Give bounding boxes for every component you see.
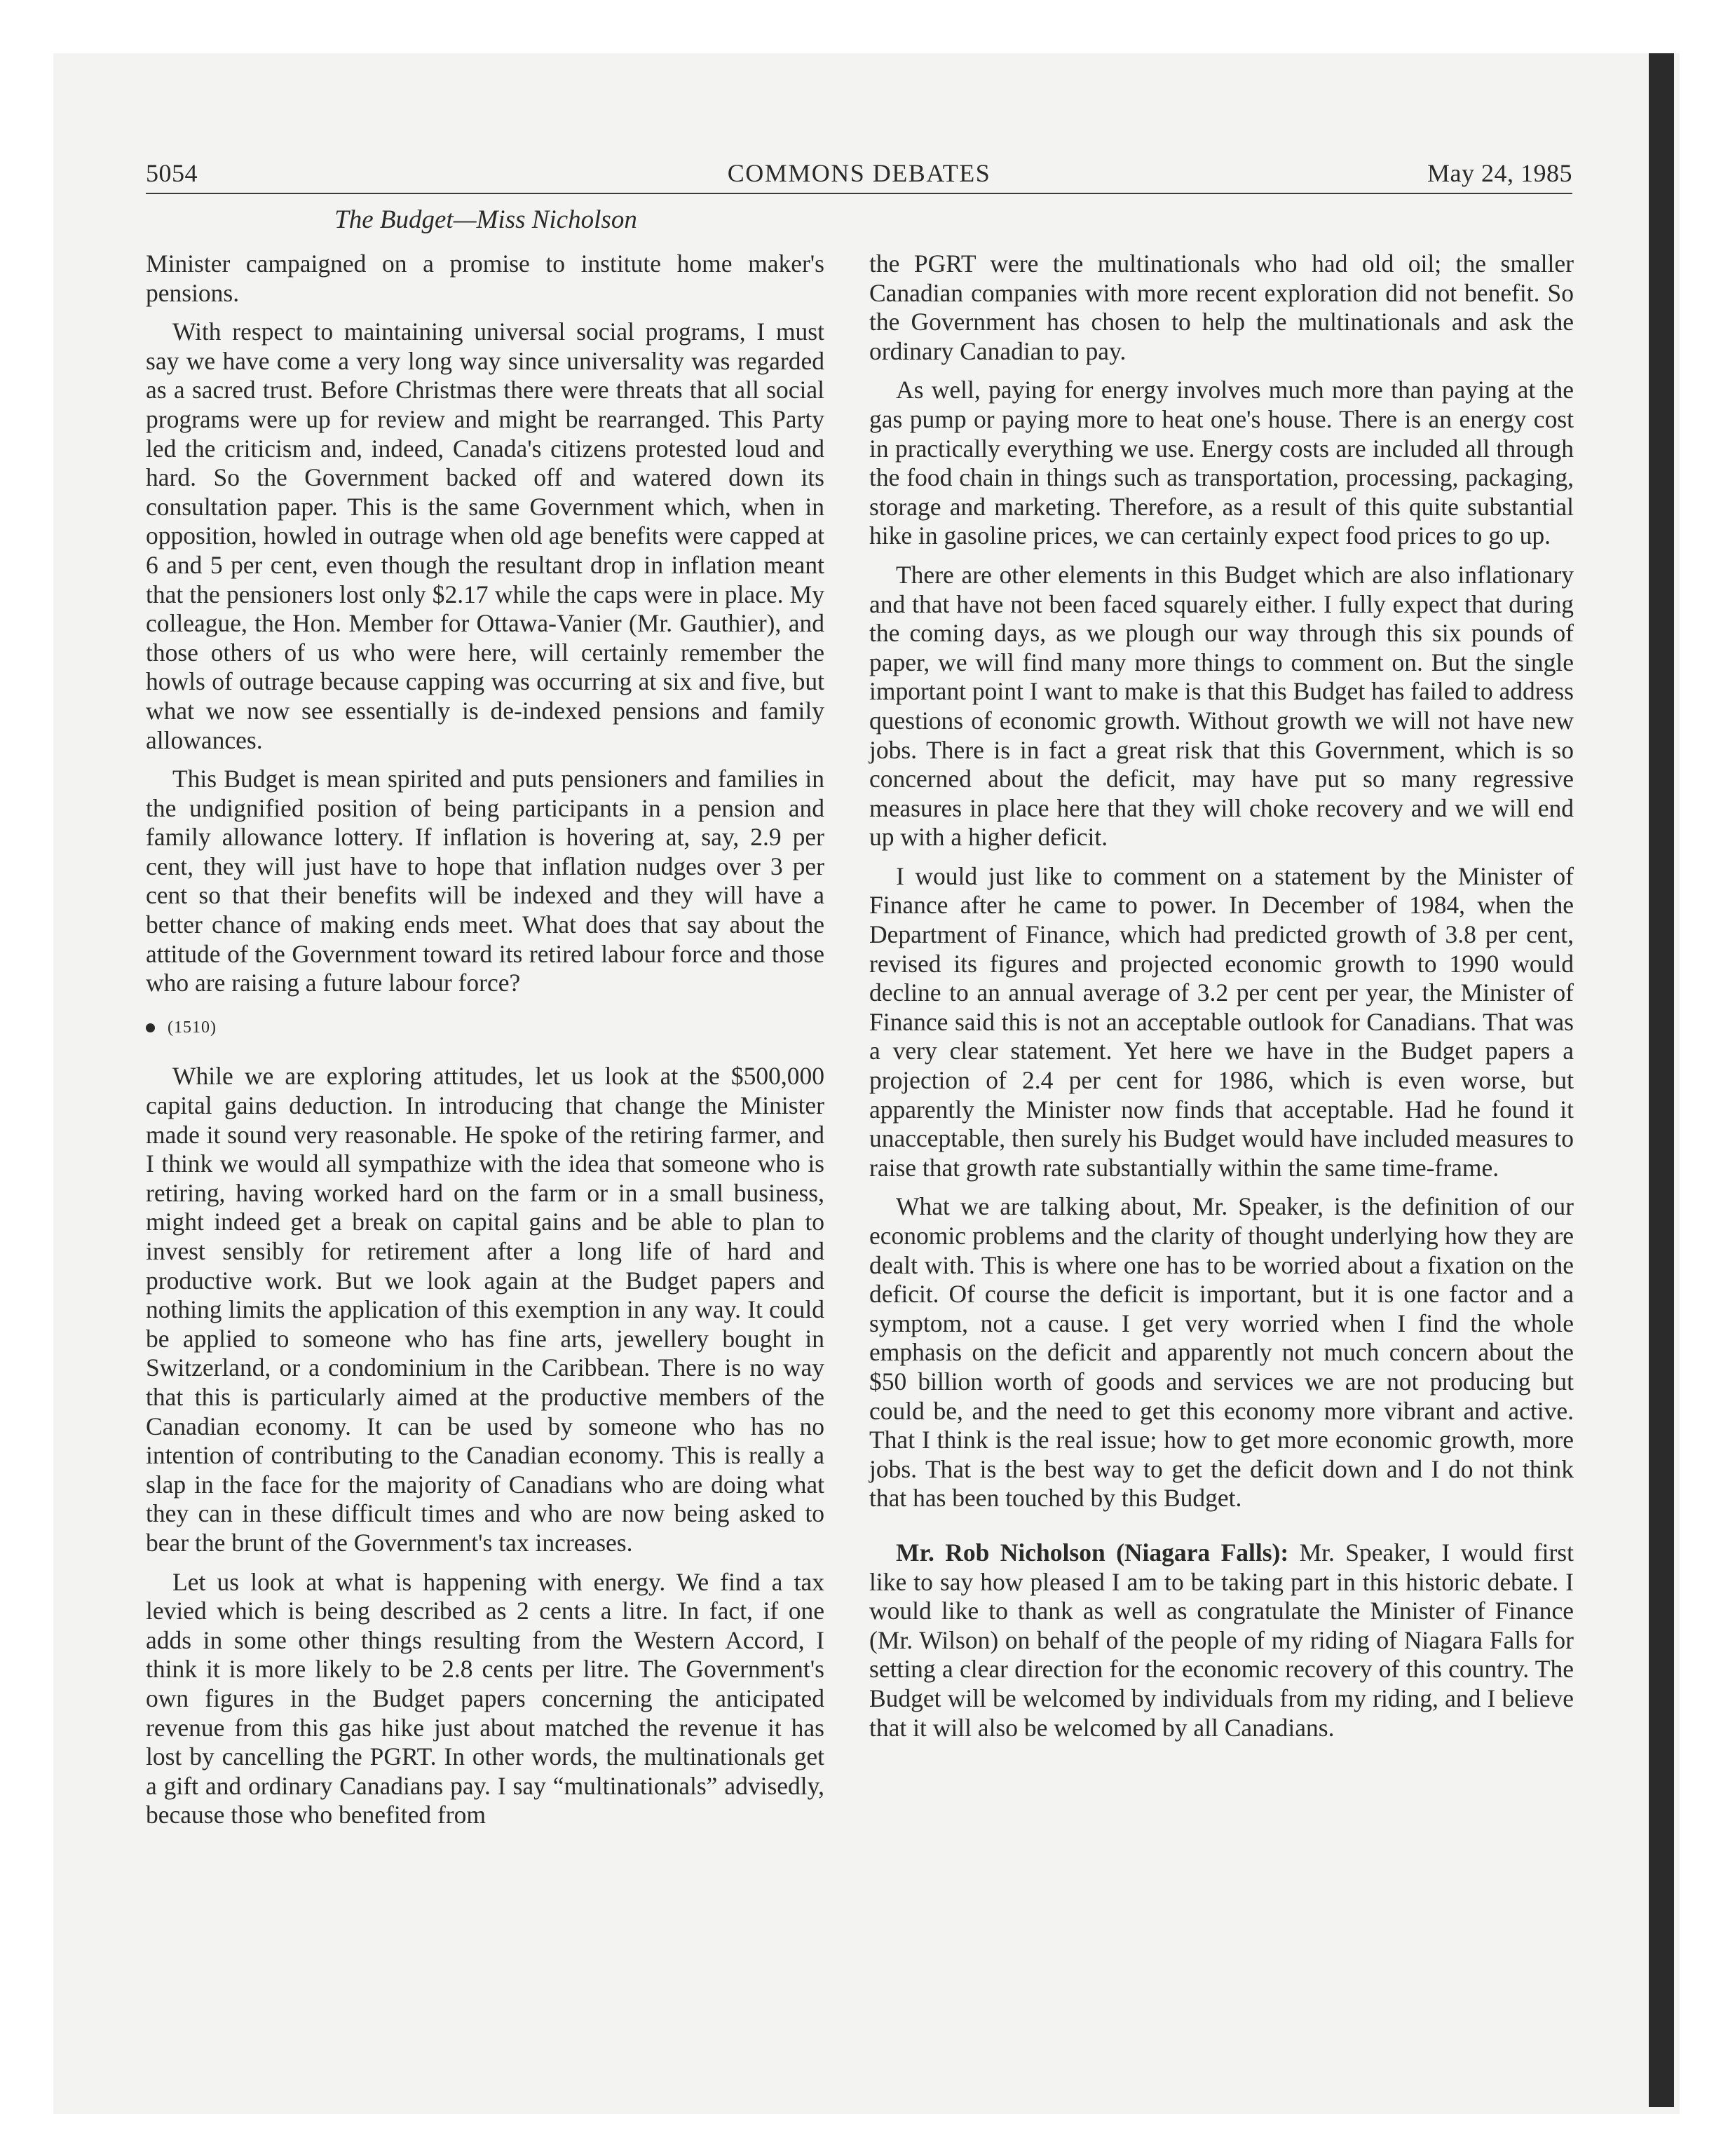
section-subheading: The Budget—Miss Nicholson xyxy=(334,205,637,234)
spacer xyxy=(869,1523,1574,1538)
paragraph: What we are talking about, Mr. Speaker, is the definition of our economic problems and the clarity of thought underlying how they are dealt with. This is where one has to be worried about a fixation on the deficit. Of course the deficit is important, but it is one factor and a symptom, not a cause. I get very worried when I find the whole emphasis on the deficit and apparently not much concern about the $50 billion worth of goods and services we are not producing but could be, and the need to get this economy more vibrant and active. That I think is the real issue; how to get more economic growth, more jobs. That is the best way to get the deficit down and I do not think that has been touched by this Budget. xyxy=(869,1192,1574,1513)
speaker-name: Mr. Rob Nicholson (Niagara Falls): xyxy=(896,1538,1289,1567)
left-column xyxy=(146,250,824,1840)
paragraph: As well, paying for energy involves much more than paying at the gas pump or paying more to heat one's house. There is an energy cost in practically everything we use. Energy costs are included all through the food chain in things such as transportation, processing, packaging, storage and marketing. Therefore, as a result of this quite substantial hike in gasoline prices, we can certainly expect food prices to go up. xyxy=(869,376,1574,550)
time-marker-label: (1510) xyxy=(168,1018,217,1037)
speech-paragraph xyxy=(869,1538,1574,1742)
paragraph: While we are exploring attitudes, let us look at the $500,000 capital gains deduction. In introducing that change the Minister made it sound very reasonable. He spoke of the retiring farmer, and I think we would all sympathize with the idea that someone who is retiring, having worked hard on the farm or in a small business, might indeed get a break on capital gains and be able to plan to invest sensibly for retirement after a long life of hard and productive work. But we look again at the Budget papers and nothing limits the application of this exemption in any way. It could be applied to someone who has fine arts, jewellery bought in Switzerland, or a condominium in the Caribbean. There is no way that this is particularly aimed at the productive members of the Canadian economy. It can be used by someone who has no intention of contributing to the Canadian economy. This is really a slap in the face for the majority of Canadians who are doing what they can in these difficult times and who are now being asked to bear the brunt of the Government's tax increases. xyxy=(146,1062,824,1557)
paragraph: Let us look at what is happening with energy. We find a tax levied which is being described as 2 cents a litre. In fact, if one adds in some other things resulting from the Western Accord, I think it is more likely to be 2.8 cents per litre. The Government's own figures in the Budget papers concerning the anticipated revenue from this gas hike just about matched the revenue it has lost by cancelling the PGRT. In other words, the multinationals get a gift and ordinary Canadians pay. I say “multinationals” advisedly, because those who benefited from xyxy=(146,1567,824,1829)
paragraph: This Budget is mean spirited and puts pensioners and families in the undignified position of being participants in a pension and family allowance lottery. If inflation is hovering at, say, 2.9 per cent, they will just have to hope that inflation nudges over 3 per cent so that their benefits will be indexed and they will have a better chance of making ends meet. What does that say about the attitude of the Government toward its retired labour force and those who are raising a future labour force? xyxy=(146,765,824,997)
paragraph: There are other elements in this Budget which are also inflationary and that have not been faced squarely either. I fully expect that during the coming days, as we plough our way through this six pounds of paper, we will find many more things to comment on. But the single important point I want to make is that this Budget has failed to address questions of economic growth. Without growth we will not have new jobs. There is in fact a great risk that this Government, which is so concerned about the deficit, may have put so many regressive measures in place here that they will choke recovery and we will end up with a higher deficit. xyxy=(869,560,1574,852)
right-column xyxy=(869,250,1574,1752)
paragraph: Minister campaigned on a promise to institute home maker's pensions. xyxy=(146,250,824,307)
time-marker xyxy=(146,1014,824,1043)
header-rule xyxy=(146,193,1572,194)
page-number: 5054 xyxy=(146,159,198,187)
paragraph: the PGRT were the multinationals who had old oil; the smaller Canadian companies with more recent exploration did not benefit. So the Government has chosen to help the multinationals and ask the ordinary Canadian to pay. xyxy=(869,250,1574,365)
publication-title: COMMONS DEBATES xyxy=(727,159,991,187)
page-date: May 24, 1985 xyxy=(1427,159,1572,187)
page-header xyxy=(146,158,1572,195)
paragraph: I would just like to comment on a statement by the Minister of Finance after he came to power. In December of 1984, when the Department of Finance, which had predicted growth of 3.8 per cent, revised its figures and projected economic growth to 1990 would decline to an annual average of 3.2 per cent per year, the Minister of Finance said this is not an acceptable outlook for Canadians. That was a very clear statement. Yet here we have in the Budget papers a projection of 2.4 per cent for 1986, which is even worse, but apparently the Minister now finds that acceptable. Had he found it unacceptable, then surely his Budget would have included measures to raise that growth rate substantially within the same time-frame. xyxy=(869,861,1574,1182)
paragraph: With respect to maintaining universal social programs, I must say we have come a very long way since universality was regarded as a sacred trust. Before Christmas there were threats that all social programs were up for review and might be rearranged. This Party led the criticism and, indeed, Canada's citizens protested loud and hard. So the Government backed off and watered down its consultation paper. This is the same Government which, when in opposition, howled in outrage when old age benefits were capped at 6 and 5 per cent, even though the resultant drop in inflation meant that the pensioners lost only $2.17 while the caps were in place. My colleague, the Hon. Member for Ottawa-Vanier (Mr. Gauthier), and those others of us who were here, will certainly remember the howls of outrage because capping was occurring at six and five, but what we now see essentially is de-indexed pensions and family allowances. xyxy=(146,318,824,754)
bullet-icon xyxy=(146,1023,155,1032)
speech-text: Mr. Speaker, I would first like to say how pleased I am to be taking part in this historic debate. I would like to thank as well as congratulate the Minister of Finance (Mr. Wilson) on behalf of the people of my riding of Niagara Falls for setting a clear direction for the economic recovery of this country. The Budget will be welcomed by individuals from my riding, and I believe that it will also be welcomed by all Canadians. xyxy=(869,1538,1574,1742)
scan-edge-bar xyxy=(1649,53,1674,2107)
